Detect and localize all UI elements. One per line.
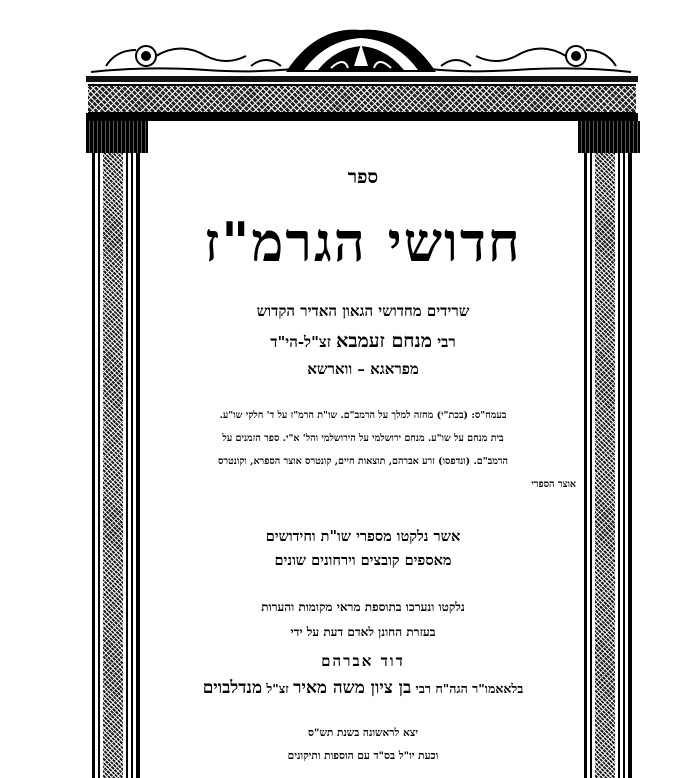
right-column-capital bbox=[578, 121, 640, 153]
entablature-bottom-band bbox=[86, 113, 638, 121]
contents-line: הרמב"ם. (ונדפסו) זרע אברהם, תוצאות חיים, קונטרס אוצר הספרא, וקונטרס bbox=[217, 456, 508, 467]
subtitle-line: שרידים מחדושי הגאון האדיר הקדוש bbox=[256, 302, 470, 320]
right-column bbox=[584, 153, 632, 778]
father-family: מנדלבוים bbox=[202, 678, 263, 698]
rabbi-prefix: רבי bbox=[437, 333, 456, 351]
city-line: מפראגא – ווארשא bbox=[307, 360, 419, 378]
left-column bbox=[92, 153, 140, 778]
father-honorific: זצ"ל bbox=[266, 681, 289, 696]
arranged-line: בעזרת החונן לאדם דעת על ידי bbox=[290, 625, 436, 639]
father-name: בן ציון משה מאיר bbox=[293, 678, 412, 698]
rabbi-name: מנחם זעמבא bbox=[336, 330, 432, 352]
left-column-capital bbox=[86, 121, 148, 153]
publication-line: יצא לראשונה בשנת תש"ס bbox=[308, 727, 418, 739]
publication-line: וכעת יו"ל בס"ד עם הוספות ותיקונים bbox=[287, 750, 439, 762]
entablature-frieze bbox=[88, 84, 636, 114]
ornamental-crest bbox=[86, 26, 636, 78]
contents-line: בעמח"ס: (בכת"י) מחזה למלך על הרמב"ם. שו"ת הרמ"ז על ד' חלקי שו"ע. bbox=[219, 410, 507, 421]
contents-line: בית מנחם על שו"ע. מנחם ירושלמי על הירושלמי והל' א"י. ספר הזמנים על bbox=[222, 433, 504, 444]
contents-line: אוצר הספרי bbox=[531, 479, 576, 490]
father-prefix: בלאאמו"ר הגה"ח רבי bbox=[415, 681, 524, 696]
author-name: דוד אברהם bbox=[321, 652, 405, 670]
author-father-line bbox=[148, 678, 578, 698]
rabbi-suffix: זצ"ל-הי"ד bbox=[270, 333, 331, 351]
book-title: חדושי הגרמ"ז bbox=[204, 210, 522, 274]
collected-line: מאספים קובצים וירחונים שונים bbox=[274, 552, 452, 569]
entablature-top-band bbox=[86, 76, 638, 82]
rabbi-name-line bbox=[148, 330, 578, 353]
sefer-label: ספר bbox=[347, 166, 379, 188]
collected-line: אשר נלקטו מספרי שו"ת וחידושים bbox=[265, 528, 461, 545]
arranged-line: נלקטו ונערכו בתוספת מראי מקומות והערות bbox=[261, 600, 465, 614]
